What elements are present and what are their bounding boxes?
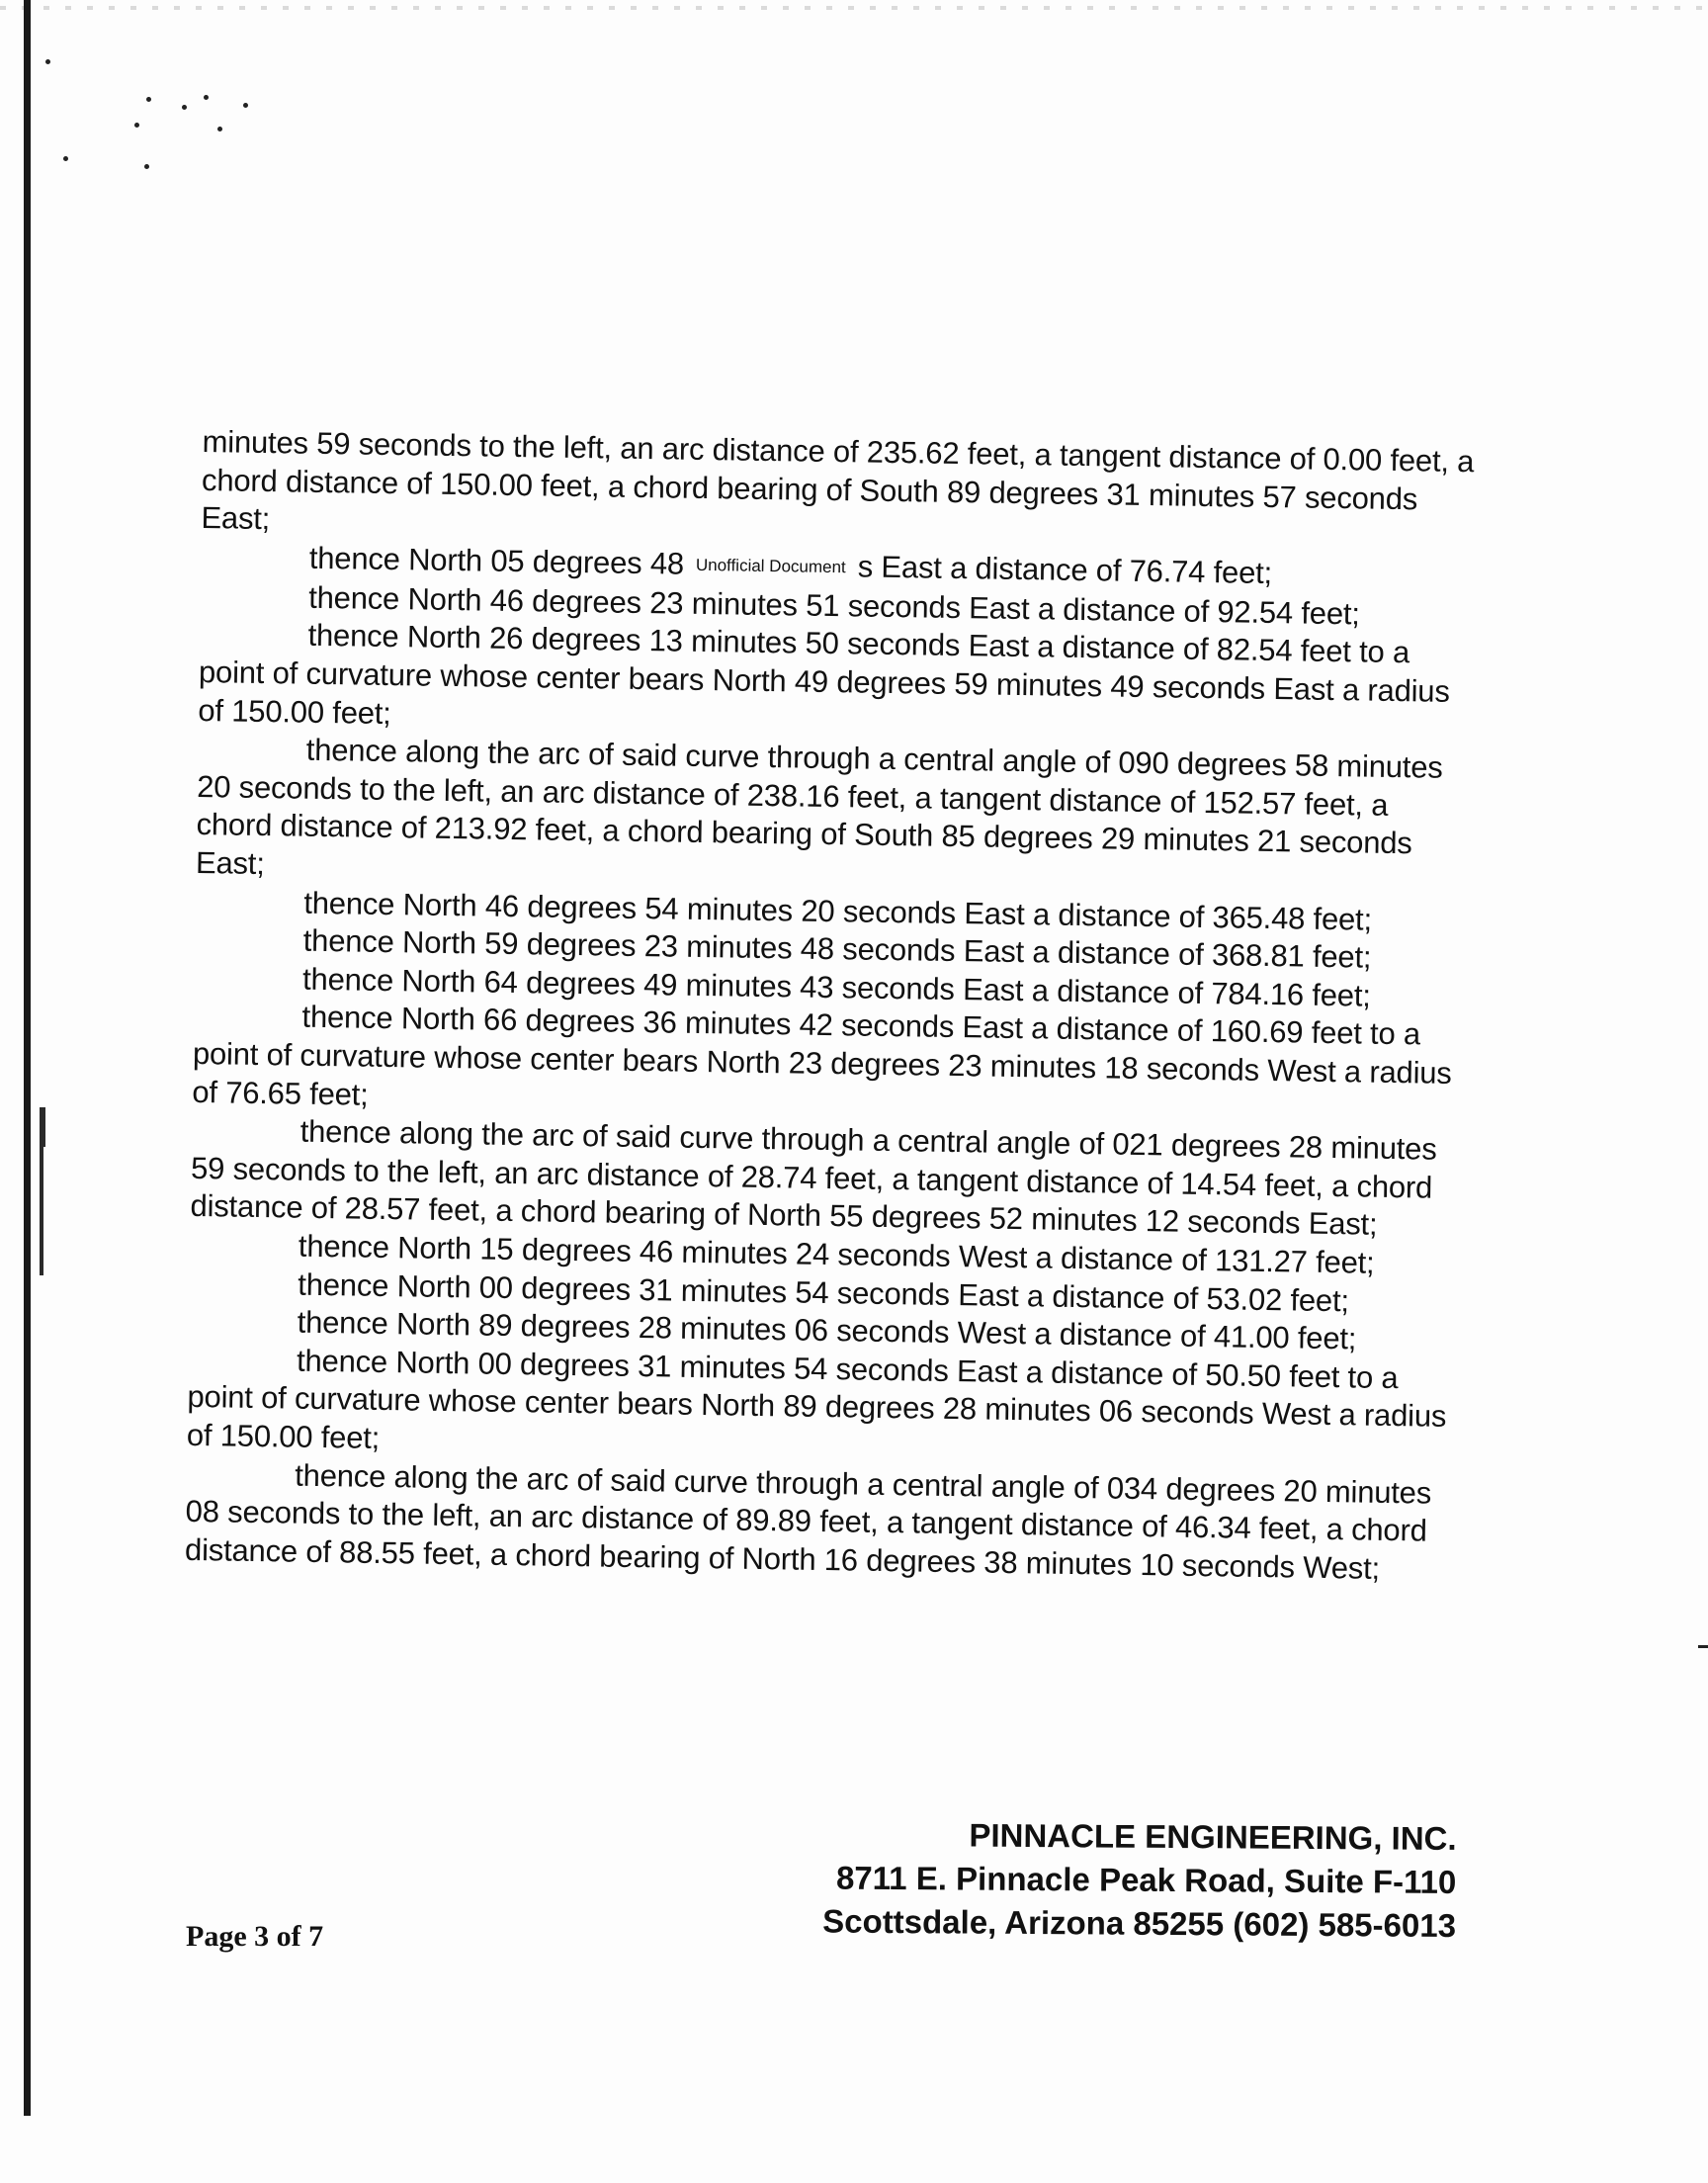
scan-speck [204, 95, 209, 100]
scan-speck [134, 123, 139, 128]
paragraph: thence North 89 degrees 28 minutes 06 seconds West a distance of 41.00 feet; [297, 1304, 1357, 1356]
company-city-phone: Scottsdale, Arizona 85255 (602) 585-6013 [822, 1902, 1457, 1944]
paragraph: thence North 59 degrees 23 minutes 48 seconds East a distance of 368.81 feet; [302, 922, 1372, 975]
paragraph: thence North 00 degrees 31 minutes 54 seconds East a distance of 50.50 feet to a point of curvature whose center bears North 89 degrees 28 minutes 06 seconds West a radius of 150.00 feet; [186, 1343, 1447, 1455]
scan-speck [146, 97, 151, 102]
scan-speck [63, 156, 68, 161]
paragraph: thence North 64 degrees 49 minutes 43 seconds East a distance of 784.16 feet; [301, 961, 1371, 1013]
scan-speck [217, 127, 222, 131]
paragraph: thence North 15 degrees 46 minutes 24 seconds West a distance of 131.27 feet; [298, 1228, 1375, 1280]
page-number: Page 3 of 7 [186, 1920, 324, 1953]
paragraph: thence North 46 degrees 23 minutes 51 seconds East a distance of 92.54 feet; [307, 579, 1361, 632]
scan-speck [144, 164, 149, 169]
scan-noise-top [0, 6, 1708, 10]
paragraph: thence along the arc of said curve through a central angle of 021 degrees 28 minutes 59 seconds to the left, an arc distance of 28.74 feet, a tangent distance of 14.54 feet, a chord distance of 28.57 feet, a chord bearing of North 55 degrees 52 minutes 12 seconds East; [190, 1113, 1437, 1243]
scan-speck [243, 103, 248, 108]
company-name: PINNACLE ENGINEERING, INC. [969, 1816, 1457, 1857]
scan-speck [182, 105, 187, 110]
text-segment: thence North 05 degrees 48 [308, 540, 685, 581]
paragraph: thence North 66 degrees 36 minutes 42 seconds East a distance of 160.69 feet to a point of curvature whose center bears North 23 degrees 23 minutes 18 seconds West a radius of 76.65 feet; [192, 1000, 1452, 1112]
scan-binding-edge [24, 0, 31, 2116]
scan-mark [40, 1137, 43, 1275]
scan-speck [45, 59, 50, 64]
paragraph: thence North 00 degrees 31 minutes 54 seconds East a distance of 53.02 feet; [298, 1266, 1350, 1318]
company-letterhead [822, 1813, 1457, 1948]
scan-speck [1698, 1645, 1708, 1648]
paragraph: thence North 46 degrees 54 minutes 20 seconds East a distance of 365.48 feet; [303, 885, 1373, 937]
company-address: 8711 E. Pinnacle Peak Road, Suite F-110 [836, 1859, 1457, 1900]
text-segment: s East a distance of 76.74 feet; [857, 549, 1273, 590]
paragraph: minutes 59 seconds to the left, an arc distance of 235.62 feet, a tangent distance of 0.00 feet, a chord distance of 150.00 feet, a chord bearing of South 89 degrees 31 minutes 57 seconds East; [201, 423, 1475, 537]
paragraph: thence along the arc of said curve through a central angle of 090 degrees 58 minutes 20 seconds to the left, an arc distance of 238.16 feet, a tangent distance of 152.57 feet, a chord distance of 213.92 feet, a chord bearing of South 85 degrees 29 minutes 21 seconds East; [195, 732, 1443, 882]
watermark-stamp: Unofficial Document [695, 556, 846, 577]
paragraph: thence along the arc of said curve through a central angle of 034 degrees 20 minutes 08 seconds to the left, an arc distance of 89.89 feet, a tangent distance of 46.34 feet, a chord distance of 88.55 feet, a chord bearing of North 16 degrees 38 minutes 10 seconds West; [184, 1457, 1432, 1586]
paragraph: thence North 26 degrees 13 minutes 50 seconds East a distance of 82.54 feet to a point of curvature whose center bears North 49 degrees 59 minutes 49 seconds East a radius of 150.00 feet; [198, 618, 1450, 731]
legal-description-text [185, 423, 1478, 1589]
